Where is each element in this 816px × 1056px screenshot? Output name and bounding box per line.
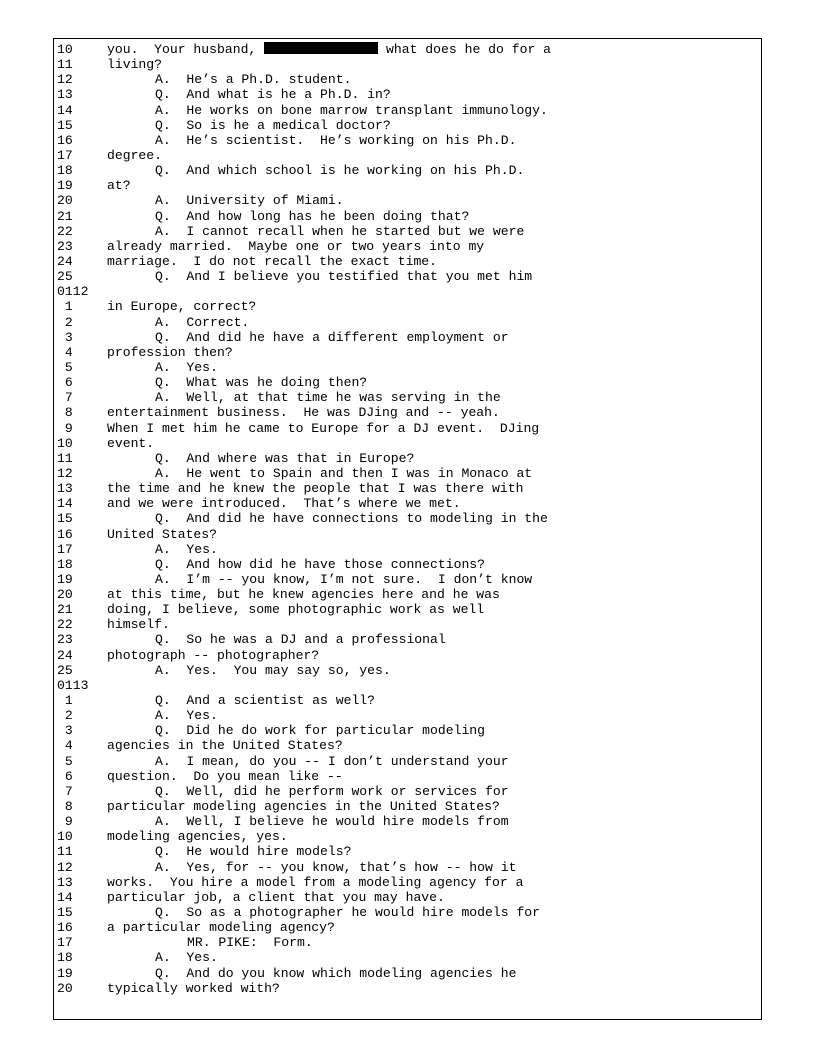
line-text: question. Do you mean like -- [107,768,343,784]
transcript-line [57,481,757,496]
line-number: 23 [57,632,73,648]
line-number: 1 [57,299,73,315]
transcript-line [57,572,757,587]
line-number: 19 [57,178,73,194]
line-text: degree. [107,147,163,163]
line-text: A. Yes. [155,359,218,375]
line-text: typically worked with? [107,980,280,996]
line-text [107,42,551,57]
line-number: 14 [57,889,73,905]
transcript-line [57,178,757,193]
line-number: 11 [57,450,73,466]
line-number: 19 [57,571,73,587]
line-number: 3 [57,329,73,345]
line-number: 7 [57,390,73,406]
line-number: 25 [57,662,73,678]
line-number: 13 [57,874,73,890]
transcript-line [57,103,757,118]
line-text: Q. Well, did he perform work or services for [155,783,509,799]
transcript-line [57,935,757,950]
line-number: 18 [57,556,73,572]
line-text: particular modeling agencies in the United States? [107,799,500,815]
transcript-line [57,193,757,208]
transcript-line [57,860,757,875]
transcript-line [57,42,757,57]
line-number: 16 [57,132,73,148]
line-text: himself. [107,617,170,633]
transcript-line [57,905,757,920]
transcript-line [57,436,757,451]
line-number: 0112 [57,284,89,300]
line-text: A. Yes. [155,950,218,966]
transcript-line [57,844,757,859]
line-number: 8 [57,799,73,815]
line-text: and we were introduced. That’s where we met. [107,496,461,512]
line-number: 0113 [57,677,89,693]
transcript-line [57,890,757,905]
line-text: United States? [107,526,218,542]
line-text: Q. Did he do work for particular modeling [155,723,486,739]
line-number: 10 [57,435,73,451]
line-text: profession then? [107,344,233,360]
transcript-line [57,648,757,663]
line-number: 2 [57,314,73,330]
line-number: 14 [57,102,73,118]
line-number: 11 [57,57,73,73]
transcript-line [57,118,757,133]
transcript-line [57,209,757,224]
line-number: 14 [57,496,73,512]
line-number: 16 [57,920,73,936]
line-text: living? [107,57,163,73]
transcript-line [57,814,757,829]
transcript-line [57,769,757,784]
line-text-before-redaction: you. Your husband, [107,42,265,57]
line-text: Q. And where was that in Europe? [155,450,415,466]
transcript-line [57,587,757,602]
transcript-line [57,981,757,996]
line-number: 22 [57,617,73,633]
line-text: modeling agencies, yes. [107,829,288,845]
line-number: 12 [57,465,73,481]
line-text: A. He’s scientist. He’s working on his Ph.D. [155,132,517,148]
line-text: Q. He would hire models? [155,844,352,860]
transcript-line [57,148,757,163]
line-text: the time and he knew the people that I was there with [107,481,524,497]
line-text: A. Yes. [155,541,218,557]
line-text: particular job, a client that you may have. [107,889,445,905]
transcript-line [57,405,757,420]
line-text: A. Well, at that time he was serving in the [155,390,501,406]
line-number: 25 [57,269,73,285]
line-number: 17 [57,541,73,557]
line-number: 1 [57,693,73,709]
transcript-line [57,875,757,890]
line-text: Q. And which school is he working on his Ph.D. [155,163,525,179]
line-number: 12 [57,859,73,875]
line-text: A. I’m -- you know, I’m not sure. I don’t know [155,571,533,587]
line-number: 13 [57,481,73,497]
line-text: event. [107,435,155,451]
transcript-line [57,784,757,799]
transcript-line [57,239,757,254]
transcript-line [57,315,757,330]
line-text: at this time, but he knew agencies here and he was [107,587,500,603]
line-number: 4 [57,738,73,754]
line-number: 6 [57,768,73,784]
transcript-line [57,330,757,345]
transcript-line [57,723,757,738]
transcript-line [57,496,757,511]
line-text: A. Yes. [155,708,218,724]
transcript-line [57,557,757,572]
transcript-line [57,511,757,526]
transcript-line [57,375,757,390]
line-number: 9 [57,814,73,830]
line-text: a particular modeling agency? [107,920,335,936]
transcript-line [57,693,757,708]
line-text: A. He went to Spain and then I was in Monaco at [155,465,533,481]
line-text: photograph -- photographer? [107,647,320,663]
transcript-line [57,829,757,844]
line-text: A. Yes, for -- you know, that’s how -- how it [155,859,517,875]
line-number: 12 [57,72,73,88]
transcript-line [57,678,757,693]
transcript-line [57,754,757,769]
line-number: 11 [57,844,73,860]
line-number: 6 [57,375,73,391]
line-text: A. Yes. You may say so, yes. [155,662,391,678]
line-number: 5 [57,753,73,769]
line-number: 24 [57,253,73,269]
redaction-box [264,42,378,54]
line-number: 9 [57,420,73,436]
transcript-line [57,602,757,617]
line-number: 21 [57,208,73,224]
line-number: 5 [57,359,73,375]
transcript-line [57,269,757,284]
line-text: Q. And what is he a Ph.D. in? [155,87,391,103]
line-number: 3 [57,723,73,739]
transcript-line [57,663,757,678]
transcript-line [57,299,757,314]
line-number: 20 [57,980,73,996]
transcript-line [57,163,757,178]
line-number: 17 [57,935,73,951]
line-number: 15 [57,511,73,527]
line-number: 15 [57,117,73,133]
transcript-line [57,950,757,965]
line-text: Q. And did he have a different employment or [155,329,509,345]
line-text: Q. And did he have connections to modeling in the [155,511,548,527]
transcript-line [57,527,757,542]
line-text: in Europe, correct? [107,299,257,315]
line-text: Q. What was he doing then? [155,375,368,391]
line-text: A. Correct. [155,314,250,330]
line-text: Q. And do you know which modeling agencies he [155,965,517,981]
transcript-line [57,284,757,299]
line-number: 18 [57,950,73,966]
line-number: 20 [57,587,73,603]
transcript-line [57,617,757,632]
line-text-after-redaction: what does he do for a [378,42,552,57]
transcript-line [57,133,757,148]
line-number: 2 [57,708,73,724]
line-text: agencies in the United States? [107,738,343,754]
line-text: already married. Maybe one or two years into my [107,238,485,254]
transcript-line [57,451,757,466]
line-number: 10 [57,42,73,57]
line-number: 15 [57,905,73,921]
line-number: 7 [57,783,73,799]
transcript-line [57,632,757,647]
line-number: 21 [57,602,73,618]
transcript-line [57,708,757,723]
line-text: Q. And how long has he been doing that? [155,208,470,224]
transcript-line [57,87,757,102]
transcript-body [57,42,757,996]
transcript-line [57,390,757,405]
line-text: at? [107,178,131,194]
line-text: doing, I believe, some photographic work as well [107,602,485,618]
line-number: 4 [57,344,73,360]
line-text: marriage. I do not recall the exact time. [107,253,438,269]
line-text: A. He works on bone marrow transplant immunology. [155,102,548,118]
transcript-line [57,421,757,436]
line-text: works. You hire a model from a modeling agency for a [107,874,524,890]
line-text: A. I cannot recall when he started but we were [155,223,525,239]
line-text: A. Well, I believe he would hire models from [155,814,509,830]
line-text: Q. And a scientist as well? [155,693,376,709]
line-text: MR. PIKE: Form. [187,935,313,951]
line-text: entertainment business. He was DJing and -- yeah. [107,405,500,421]
line-number: 22 [57,223,73,239]
transcript-line [57,920,757,935]
transcript-line [57,57,757,72]
line-number: 20 [57,193,73,209]
transcript-line [57,254,757,269]
line-number: 16 [57,526,73,542]
transcript-line [57,466,757,481]
line-text: A. University of Miami. [155,193,344,209]
line-text: When I met him he came to Europe for a DJ event. DJing [107,420,540,436]
transcript-line [57,224,757,239]
transcript-line [57,966,757,981]
line-number: 8 [57,405,73,421]
line-text: Q. And I believe you testified that you met him [155,269,533,285]
transcript-line [57,360,757,375]
line-text: Q. So as a photographer he would hire models for [155,905,541,921]
line-number: 13 [57,87,73,103]
transcript-line [57,345,757,360]
line-number: 23 [57,238,73,254]
transcript-line [57,72,757,87]
line-text: Q. So he was a DJ and a professional [155,632,446,648]
line-number: 19 [57,965,73,981]
line-number: 18 [57,163,73,179]
line-number: 10 [57,829,73,845]
line-text: Q. So is he a medical doctor? [155,117,391,133]
line-text: A. I mean, do you -- I don’t understand your [155,753,509,769]
transcript-line [57,542,757,557]
line-number: 17 [57,147,73,163]
transcript-line [57,799,757,814]
line-number: 24 [57,647,73,663]
line-text: Q. And how did he have those connections? [155,556,486,572]
line-text: A. He’s a Ph.D. student. [155,72,352,88]
transcript-line [57,738,757,753]
